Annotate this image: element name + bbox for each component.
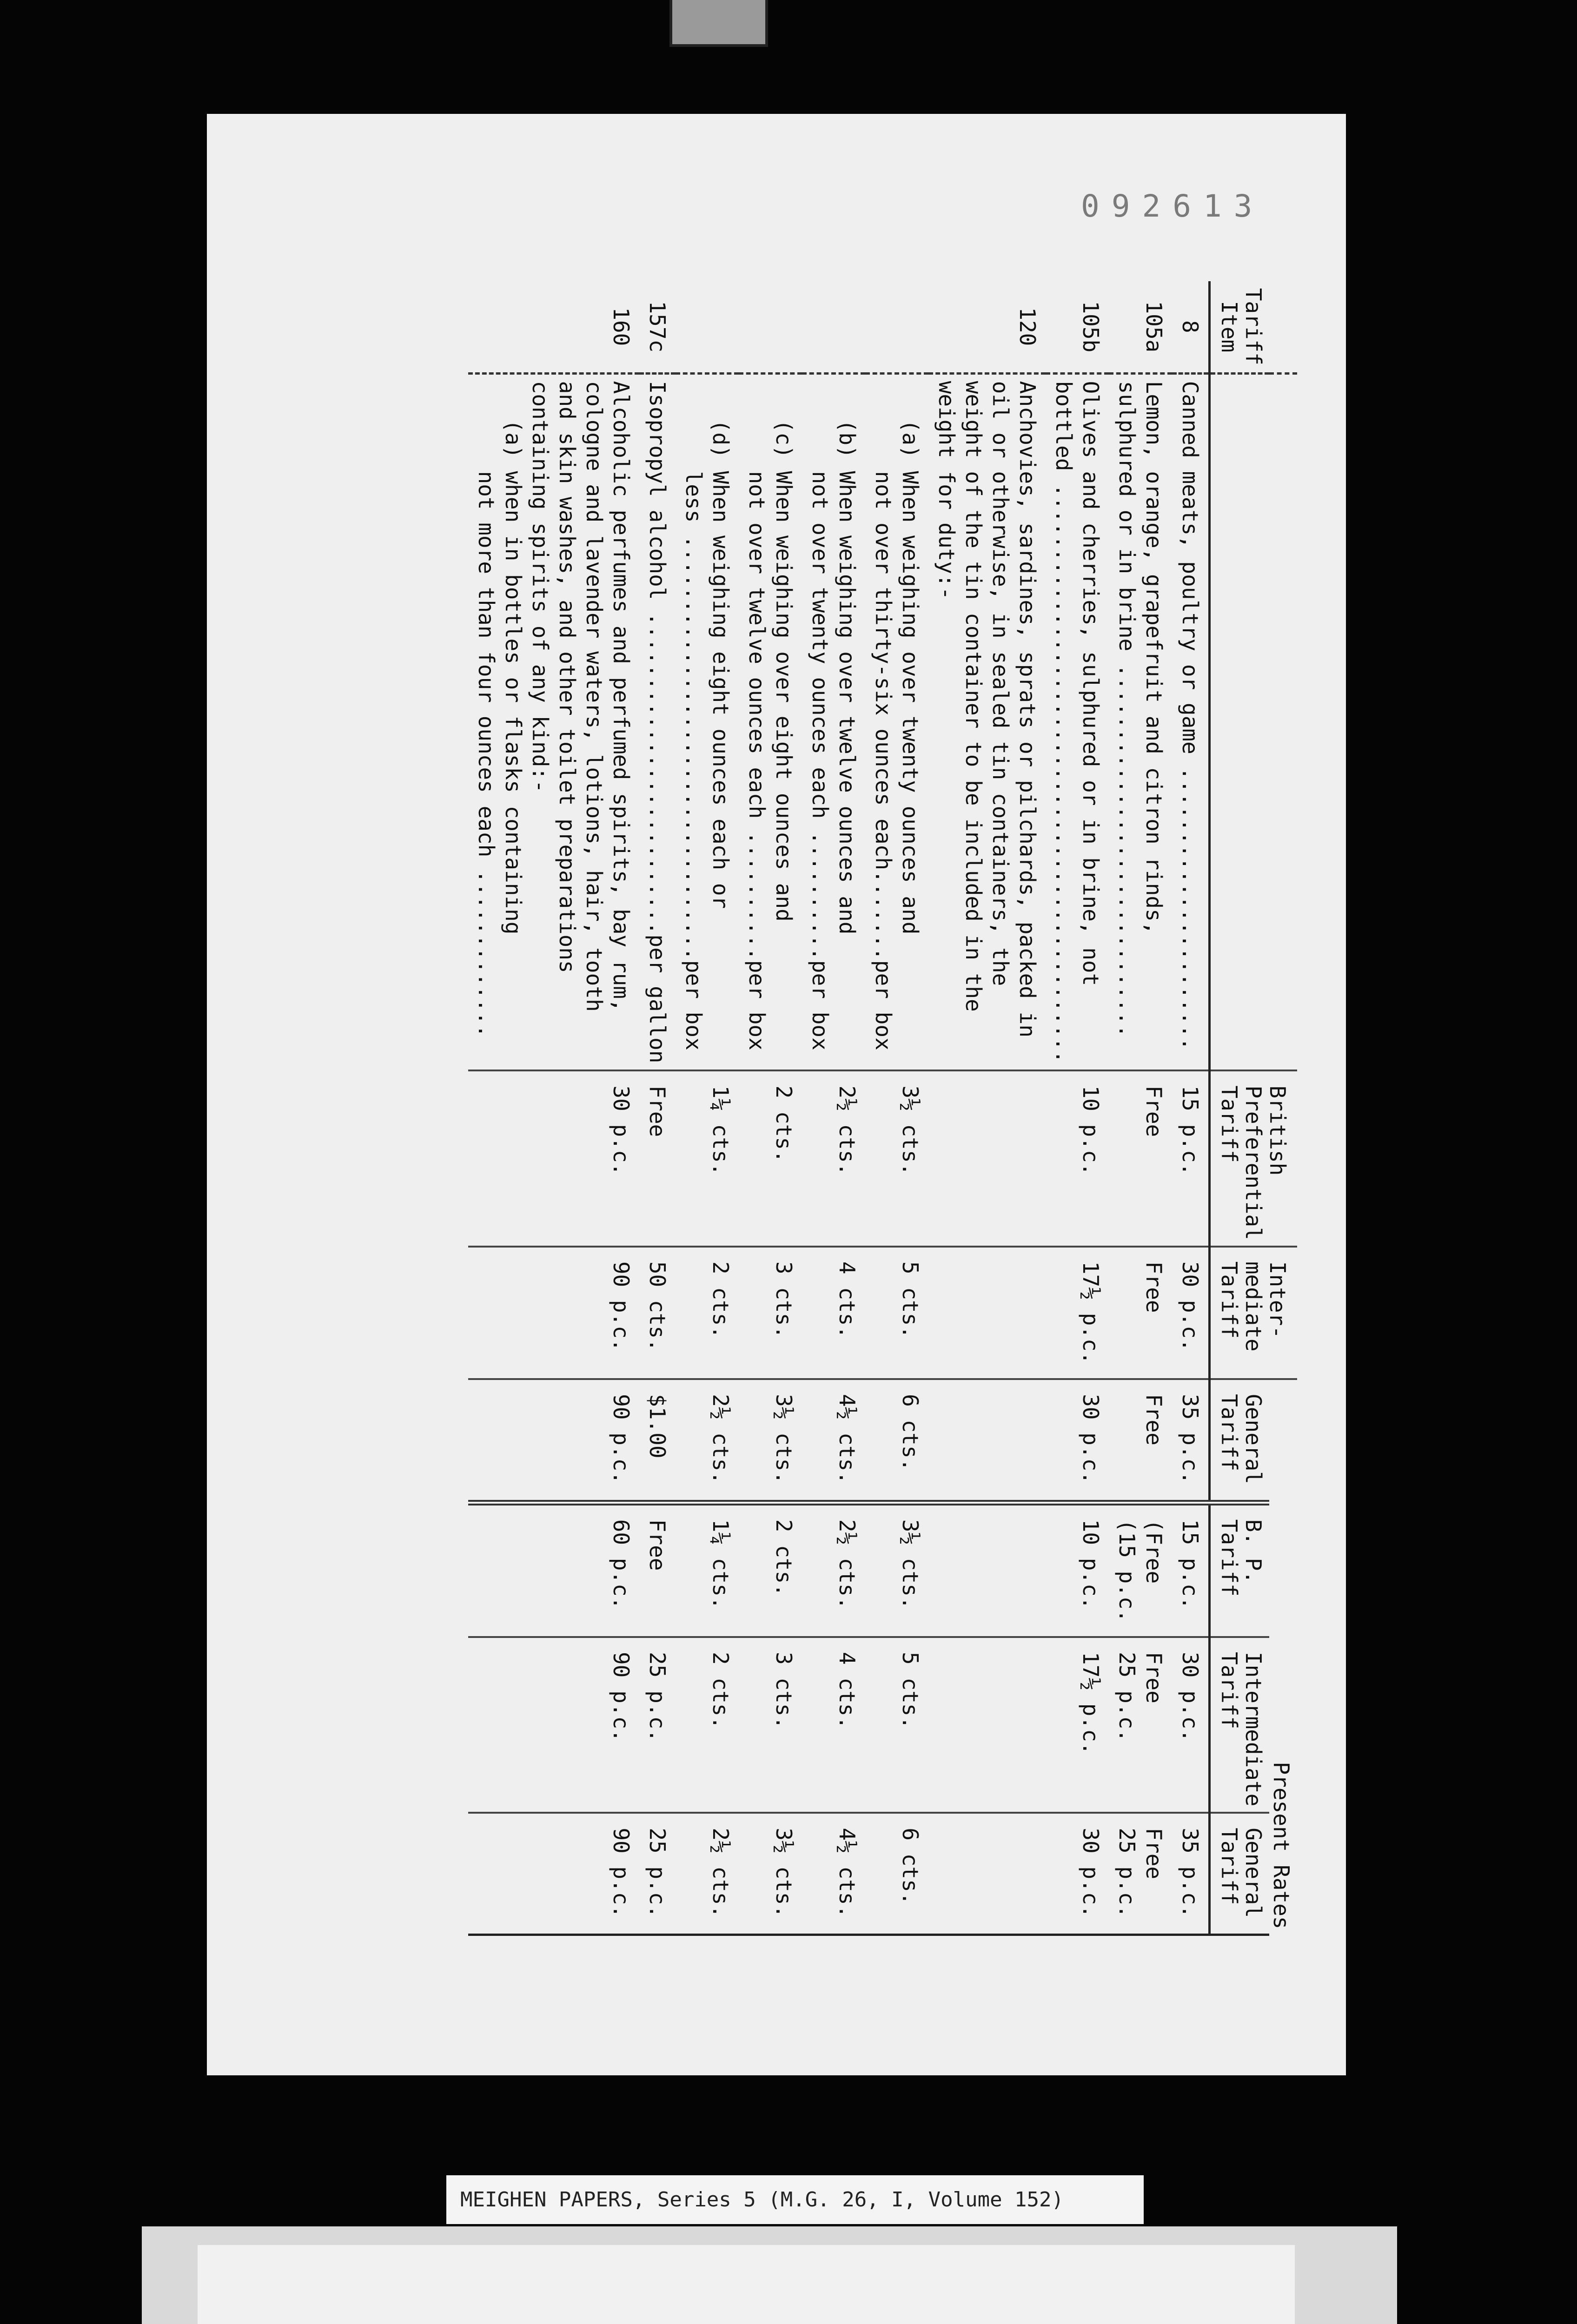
cell-bp-tariff: 2 cts.: [739, 1503, 802, 1637]
cell-tariff-item: [865, 281, 928, 373]
cell-bp-tariff: 60 p.c.: [468, 1503, 639, 1637]
cell-present-intermediate: 25 p.c.: [639, 1637, 676, 1813]
cell-general: 35 p.c.: [1172, 1379, 1210, 1503]
cell-general: 2½ cts.: [676, 1379, 739, 1503]
cell-present-general: 35 p.c.: [1172, 1813, 1210, 1934]
cell-article: Isopropyl alcohol .........................per gallon: [639, 373, 676, 1070]
cell-present-general: [928, 1813, 1046, 1934]
cell-bp-tariff: 15 p.c.: [1172, 1503, 1210, 1637]
cell-article: (a) When weighing over twenty ounces and not over thirty-six ounces each.......per box: [865, 373, 928, 1070]
cell-bp-tariff: (Free (15 p.c.: [1109, 1503, 1172, 1637]
cell-present-intermediate: 4 cts.: [802, 1637, 865, 1813]
cell-present-general: 4½ cts.: [802, 1813, 865, 1934]
cell-article: (d) When weighing eight ounces each or less .................................per box: [676, 373, 739, 1070]
cell-article: Lemon, orange, grapefruit and citron rinds, sulphured or in brine .............................: [1109, 373, 1172, 1070]
table-row: [468, 281, 639, 1935]
tariff-rows: [468, 281, 1210, 1935]
cell-general: 90 p.c.: [468, 1379, 639, 1503]
cell-bp-tariff: 3½ cts.: [865, 1503, 928, 1637]
table-row: [928, 281, 1046, 1935]
header-bp-tariff: B. P. Tariff: [1210, 1503, 1270, 1637]
cell-present-intermediate: Free 25 p.c.: [1109, 1637, 1172, 1813]
cell-british-preferential: Free: [639, 1070, 676, 1246]
cell-intermediate: 90 p.c.: [468, 1247, 639, 1379]
header-british-preferential: British Preferential Tariff: [1210, 1070, 1298, 1246]
cell-article: Alcoholic perfumes and perfumed spirits, bay rum, cologne and lavender waters, lotions, hair, tooth and skin washes, and other toilet preparations containing spirits of any kind:- (a) when in bottles or flasks containing not more than four ounces each .............: [468, 373, 639, 1070]
cell-present-general: 30 p.c.: [1046, 1813, 1109, 1934]
cell-present-intermediate: 2 cts.: [676, 1637, 739, 1813]
cell-present-general: 90 p.c.: [468, 1813, 639, 1934]
cell-present-intermediate: 5 cts.: [865, 1637, 928, 1813]
header-tariff-item: Tariff Item: [1210, 281, 1298, 373]
header-present-general: General Tariff: [1210, 1813, 1270, 1934]
cell-general: $1.00: [639, 1379, 676, 1503]
cell-intermediate: 4 cts.: [802, 1247, 865, 1379]
cell-bp-tariff: 1¼ cts.: [676, 1503, 739, 1637]
cell-british-preferential: 2 cts.: [739, 1070, 802, 1246]
archives-stamp-card: [142, 2226, 1397, 2324]
cell-intermediate: 30 p.c.: [1172, 1247, 1210, 1379]
cell-british-preferential: 30 p.c.: [468, 1070, 639, 1246]
cell-british-preferential: 3½ cts.: [865, 1070, 928, 1246]
cell-bp-tariff: 10 p.c.: [1046, 1503, 1109, 1637]
cell-tariff-item: [739, 281, 802, 373]
cell-tariff-item: 160: [609, 307, 634, 346]
cell-general: 4½ cts.: [802, 1379, 865, 1503]
header-present-intermediate: Intermediate Tariff: [1210, 1637, 1270, 1813]
cell-present-general: 3½ cts.: [739, 1813, 802, 1934]
cell-present-intermediate: 30 p.c.: [1172, 1637, 1210, 1813]
cell-present-intermediate: 17½ p.c.: [1046, 1637, 1109, 1813]
binder-clip: [669, 0, 768, 47]
cell-present-intermediate: 90 p.c.: [468, 1637, 639, 1813]
tariff-table-rotated: [228, 281, 1297, 1936]
archives-stamp: [198, 2245, 1295, 2324]
cell-intermediate: [928, 1247, 1046, 1379]
cell-british-preferential: [928, 1070, 1046, 1246]
tariff-page: [207, 114, 1346, 2075]
cell-tariff-item: [802, 281, 865, 373]
cell-intermediate: 2 cts.: [676, 1247, 739, 1379]
table-row: [1172, 281, 1210, 1935]
table-row: [639, 281, 676, 1935]
cell-present-general: 2½ cts.: [676, 1813, 739, 1934]
table-row: [1109, 281, 1172, 1935]
cell-general: 3½ cts.: [739, 1379, 802, 1503]
tariff-table: [468, 281, 1297, 1936]
cell-tariff-item: 105b: [1078, 301, 1103, 353]
cell-tariff-item: 120: [1015, 307, 1040, 346]
cell-intermediate: 3 cts.: [739, 1247, 802, 1379]
cell-intermediate: 50 cts.: [639, 1247, 676, 1379]
cell-bp-tariff: Free: [639, 1503, 676, 1637]
cell-tariff-item: [676, 281, 739, 373]
header-present-rates: Present Rates: [1269, 1762, 1294, 1929]
cell-present-intermediate: 3 cts.: [739, 1637, 802, 1813]
table-row: [802, 281, 865, 1935]
table-row: [676, 281, 739, 1935]
cell-bp-tariff: 2½ cts.: [802, 1503, 865, 1637]
cell-article: (b) When weighing over twelve ounces and not over twenty ounces each ..........per box: [802, 373, 865, 1070]
cell-article: (c) When weighing over eight ounces and not over twelve ounces each ..........per box: [739, 373, 802, 1070]
cell-general: 6 cts.: [865, 1379, 928, 1503]
cell-article: Olives and cherries, sulphured or in brine, not bottled .............................................: [1046, 373, 1109, 1070]
cell-tariff-item: 157c: [645, 301, 670, 353]
cell-present-intermediate: [928, 1637, 1046, 1813]
cell-british-preferential: Free: [1109, 1070, 1172, 1246]
cell-present-general: Free 25 p.c.: [1109, 1813, 1172, 1934]
cell-general: Free: [1109, 1379, 1172, 1503]
table-row: [1046, 281, 1109, 1935]
cell-general: 30 p.c.: [1046, 1379, 1109, 1503]
table-row: [739, 281, 802, 1935]
cell-intermediate: 17½ p.c.: [1046, 1247, 1109, 1379]
cell-intermediate: Free: [1109, 1247, 1172, 1379]
cell-article: Canned meats, poultry or game ......................: [1172, 373, 1210, 1070]
cell-tariff-item: 105a: [1141, 301, 1166, 353]
cell-article: Anchovies, sardines, sprats or pilchards, packed in oil or otherwise, in sealed tin containers, the weight of the tin container to be included in the weight for duty:-: [928, 373, 1046, 1070]
cell-present-general: 25 p.c.: [639, 1813, 676, 1934]
cell-bp-tariff: [928, 1503, 1046, 1637]
collection-label: MEIGHEN PAPERS, Series 5 (M.G. 26, I, Volume 152): [446, 2175, 1144, 2224]
cell-intermediate: 5 cts.: [865, 1247, 928, 1379]
document-number: 092613: [1081, 188, 1265, 224]
cell-british-preferential: 15 p.c.: [1172, 1070, 1210, 1246]
header-intermediate: Inter- mediate Tariff: [1210, 1247, 1298, 1379]
cell-general: [928, 1379, 1046, 1503]
header-general: General Tariff: [1210, 1379, 1298, 1503]
header-article: [1210, 373, 1298, 1070]
cell-present-general: 6 cts.: [865, 1813, 928, 1934]
cell-tariff-item: 8: [1178, 320, 1203, 333]
cell-british-preferential: 10 p.c.: [1046, 1070, 1109, 1246]
table-row: [865, 281, 928, 1935]
cell-british-preferential: 2½ cts.: [802, 1070, 865, 1246]
cell-british-preferential: 1¼ cts.: [676, 1070, 739, 1246]
